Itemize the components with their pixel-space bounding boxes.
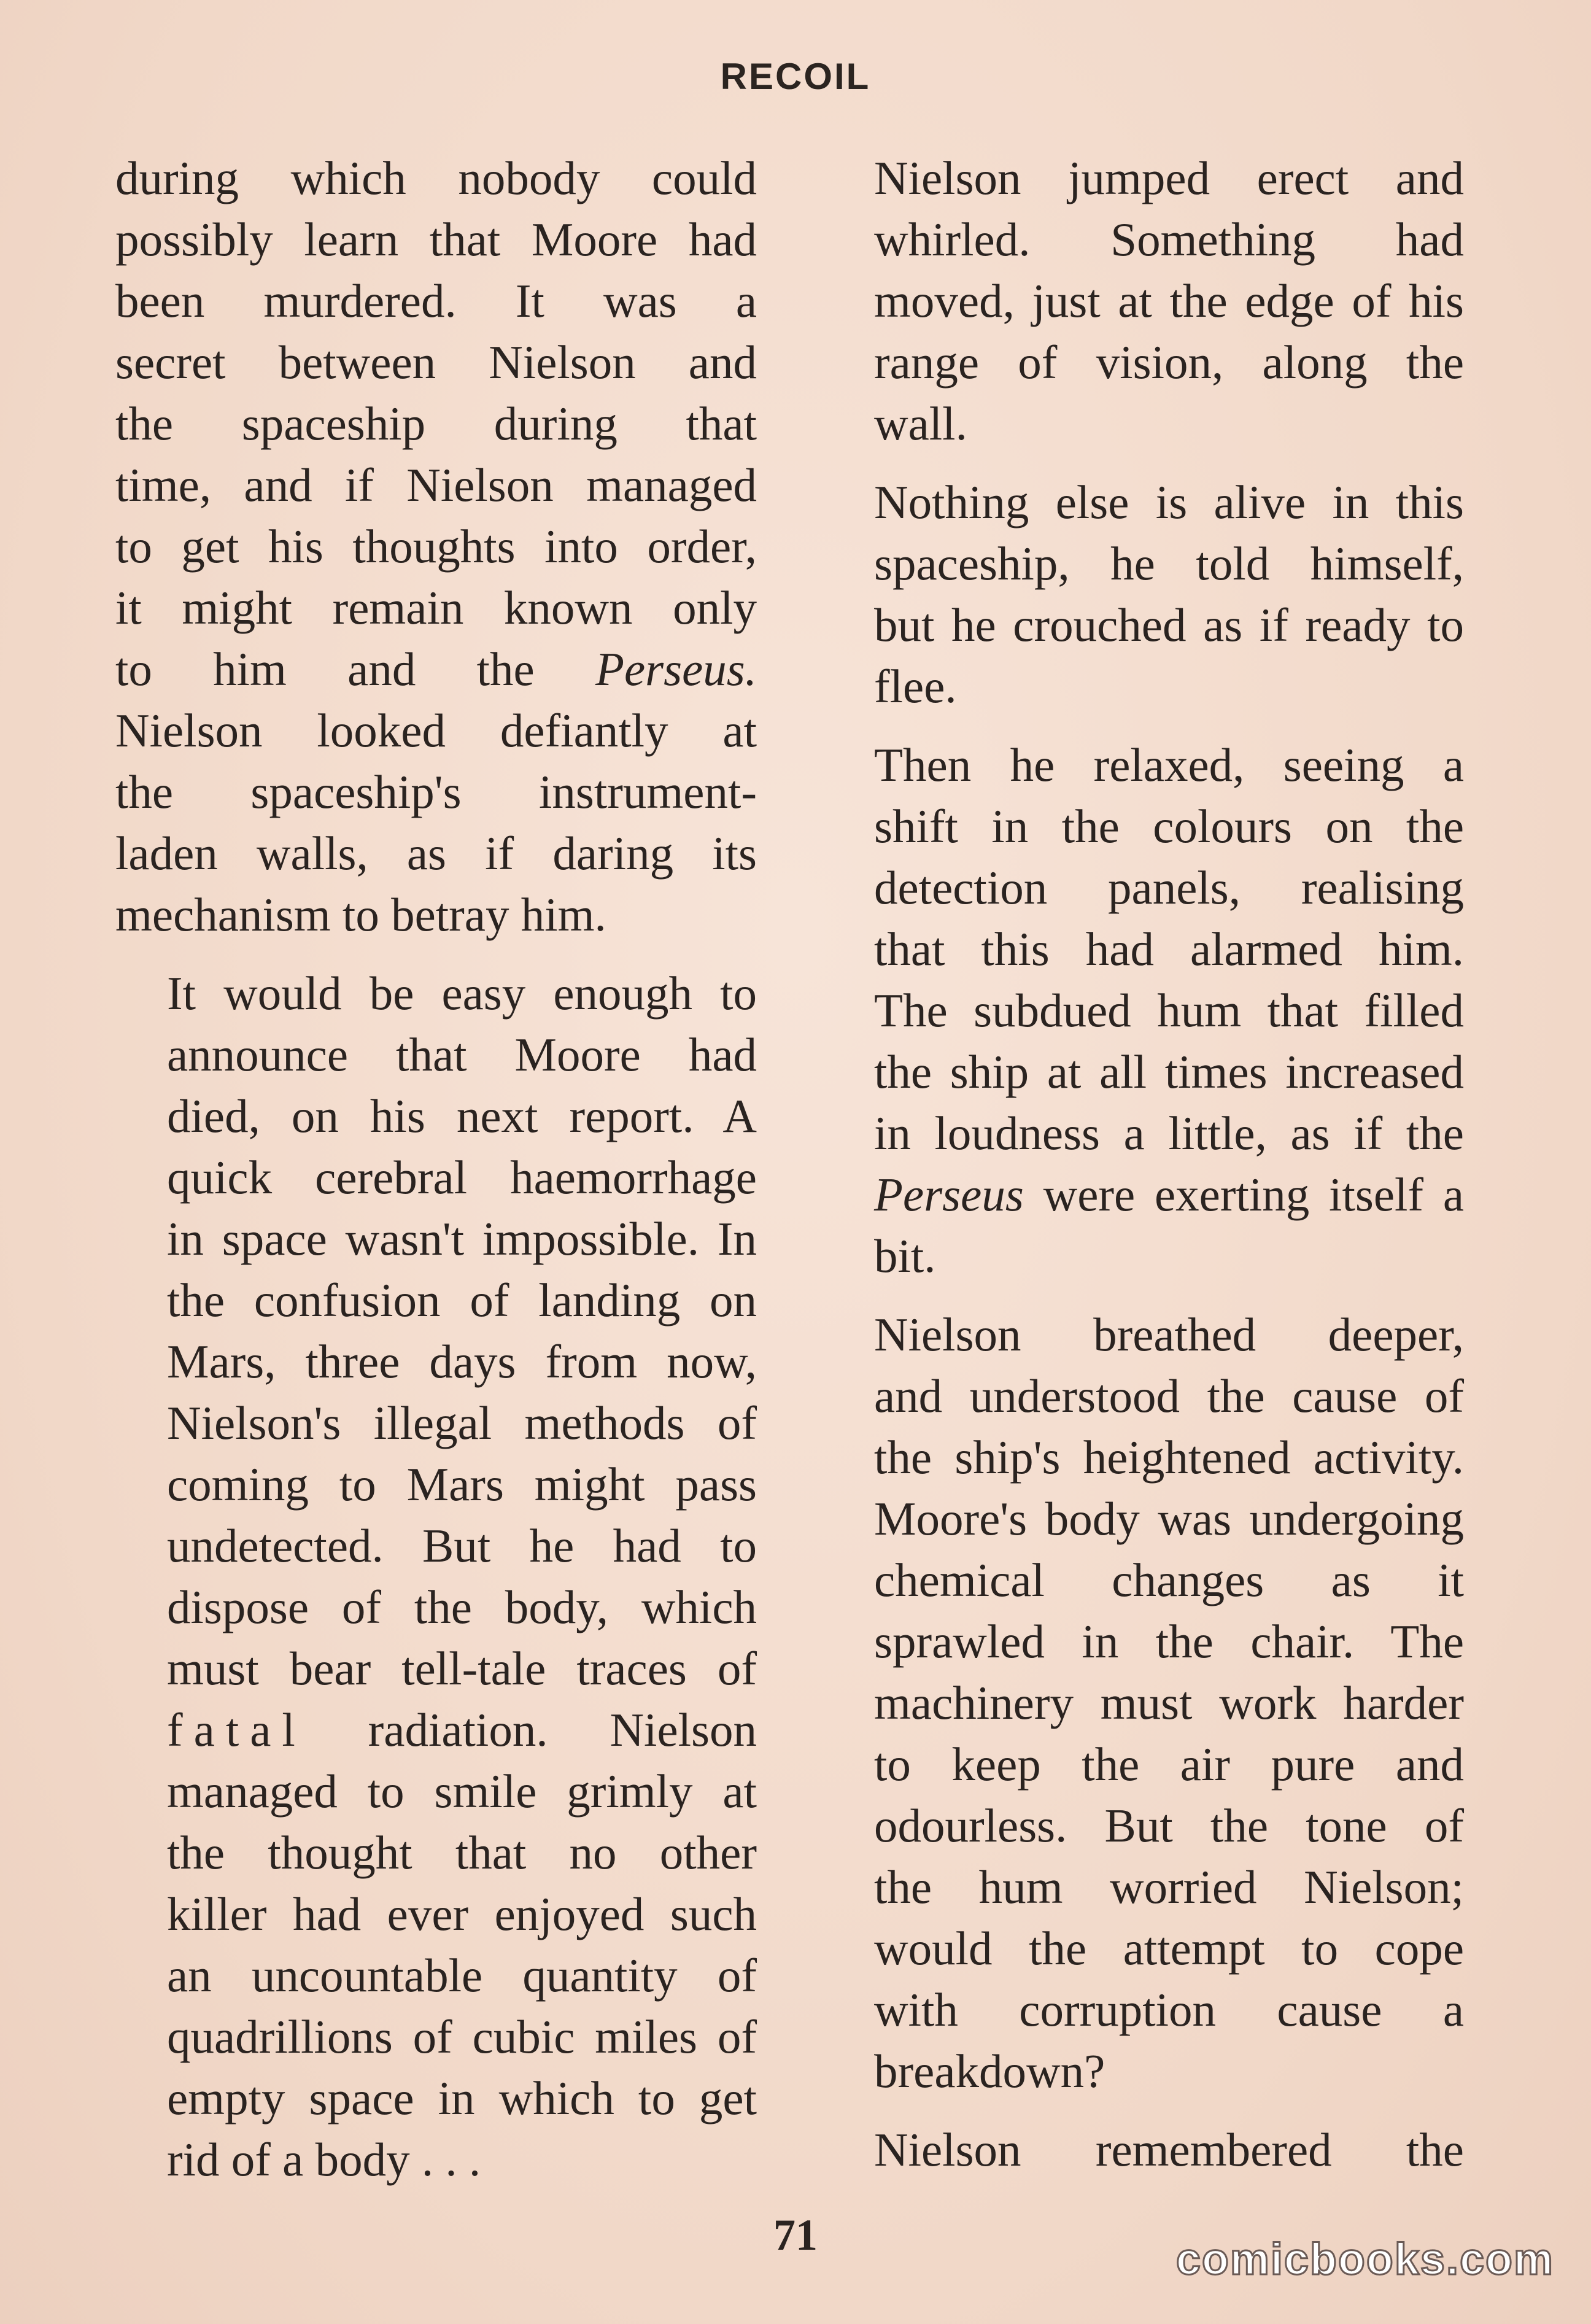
text-line: the hum worried Nielson; (874, 1861, 1464, 1913)
text-line: Nielson breathed deeper, (874, 1308, 1464, 1361)
page-number: 71 (773, 2210, 818, 2260)
text-line: mechanism to betray him. (115, 888, 606, 941)
text-line: shift in the colours on the (874, 800, 1464, 853)
text-line (823, 1164, 1464, 1225)
text-line: with corruption cause a (874, 1983, 1464, 2036)
text-line: in loudness a little, as if the (874, 1107, 1464, 1160)
watermark-logo: comicbooks.com (1175, 2235, 1554, 2284)
text-line: the confusion of landing on (167, 1274, 757, 1327)
text-fragment: radiation. Nielson (368, 1703, 757, 1756)
text-line (115, 638, 757, 700)
left-column (115, 147, 757, 2207)
text-line: The subdued hum that filled (874, 984, 1464, 1037)
paragraph (823, 147, 1464, 454)
text-line: quadrillions of cubic miles of (167, 2010, 757, 2063)
text-line: breakdown? (874, 2045, 1105, 2097)
text-line: would the attempt to cope (874, 1922, 1464, 1975)
text-line: bit. (874, 1230, 936, 1282)
paragraph (823, 2119, 1464, 2180)
text-line: Then he relaxed, seeing a (874, 738, 1464, 791)
ship-name-italic: Perseus (874, 1168, 1024, 1221)
text-line: time, and if Nielson managed (115, 459, 757, 511)
text-line: Nielson remembered the (874, 2123, 1464, 2176)
text-line: must bear tell-tale traces of (167, 1642, 757, 1695)
text-line: to get his thoughts into order, (115, 520, 757, 573)
text-line: the spaceship during that (115, 397, 757, 450)
text-line: that this had alarmed him. (874, 923, 1464, 975)
text-line: announce that Moore had (167, 1028, 757, 1081)
text-line: quick cerebral haemorrhage (167, 1151, 757, 1204)
text-line: coming to Mars might pass (167, 1458, 757, 1511)
text-line: moved, just at the edge of his (874, 274, 1464, 327)
text-line: the spaceship's instrument- (115, 765, 757, 818)
text-line: it might remain known only (115, 581, 757, 634)
text-line: Moore's body was undergoing (874, 1492, 1464, 1545)
text-line: Nothing else is alive in this (874, 476, 1464, 529)
text-line: whirled. Something had (874, 213, 1464, 266)
text-fragment: to him and the (115, 643, 535, 695)
text-line: machinery must work harder (874, 1676, 1464, 1729)
text-line: undetected. But he had to (167, 1519, 757, 1572)
text-line: Nielson jumped erect and (874, 152, 1464, 204)
text-line: killer had ever enjoyed such (167, 1888, 757, 1940)
text-line: secret between Nielson and (115, 336, 757, 389)
text-line: in space wasn't impossible. In (167, 1212, 757, 1265)
text-line: laden walls, as if daring its (115, 827, 757, 880)
right-column (823, 147, 1464, 2198)
paragraph (115, 963, 757, 2190)
text-line: the ship at all times increased (874, 1045, 1464, 1098)
text-line: to keep the air pure and (874, 1738, 1464, 1791)
text-line: during which nobody could (115, 152, 757, 204)
paragraph (823, 1304, 1464, 2102)
paragraph (115, 147, 757, 945)
text-line: flee. (874, 660, 957, 713)
running-head: RECOIL (720, 56, 871, 97)
spaced-word: fatal (167, 1703, 306, 1756)
text-line: detection panels, realising (874, 861, 1464, 914)
text-line: It would be easy enough to (167, 967, 757, 1020)
text-line: wall. (874, 397, 967, 450)
text-fragment: were exerting itself a (1043, 1168, 1464, 1221)
text-line: chemical changes as it (874, 1554, 1464, 1606)
text-line: rid of a body . . . (167, 2133, 481, 2186)
text-line: possibly learn that Moore had (115, 213, 757, 266)
text-line (115, 1699, 757, 1760)
text-line: but he crouched as if ready to (874, 598, 1464, 651)
text-line: Nielson's illegal methods of (167, 1396, 757, 1449)
ship-name-italic: Perseus. (595, 643, 757, 695)
text-line: sprawled in the chair. The (874, 1615, 1464, 1668)
text-line: odourless. But the tone of (874, 1799, 1464, 1852)
paragraph (823, 734, 1464, 1287)
text-line: spaceship, he told himself, (874, 537, 1464, 590)
text-line: Nielson looked defiantly at (115, 704, 757, 757)
text-line: an uncountable quantity of (167, 1949, 757, 2002)
text-line: dispose of the body, which (167, 1581, 757, 1633)
text-line: range of vision, along the (874, 336, 1464, 389)
text-line: the ship's heightened activity. (874, 1431, 1464, 1484)
text-line: the thought that no other (167, 1826, 757, 1879)
text-line: empty space in which to get (167, 2072, 757, 2125)
text-line: managed to smile grimly at (167, 1765, 757, 1818)
text-line: Mars, three days from now, (167, 1335, 757, 1388)
text-line: been murdered. It was a (115, 274, 757, 327)
text-line: and understood the cause of (874, 1369, 1464, 1422)
paragraph (823, 471, 1464, 717)
text-line: died, on his next report. A (167, 1090, 757, 1142)
